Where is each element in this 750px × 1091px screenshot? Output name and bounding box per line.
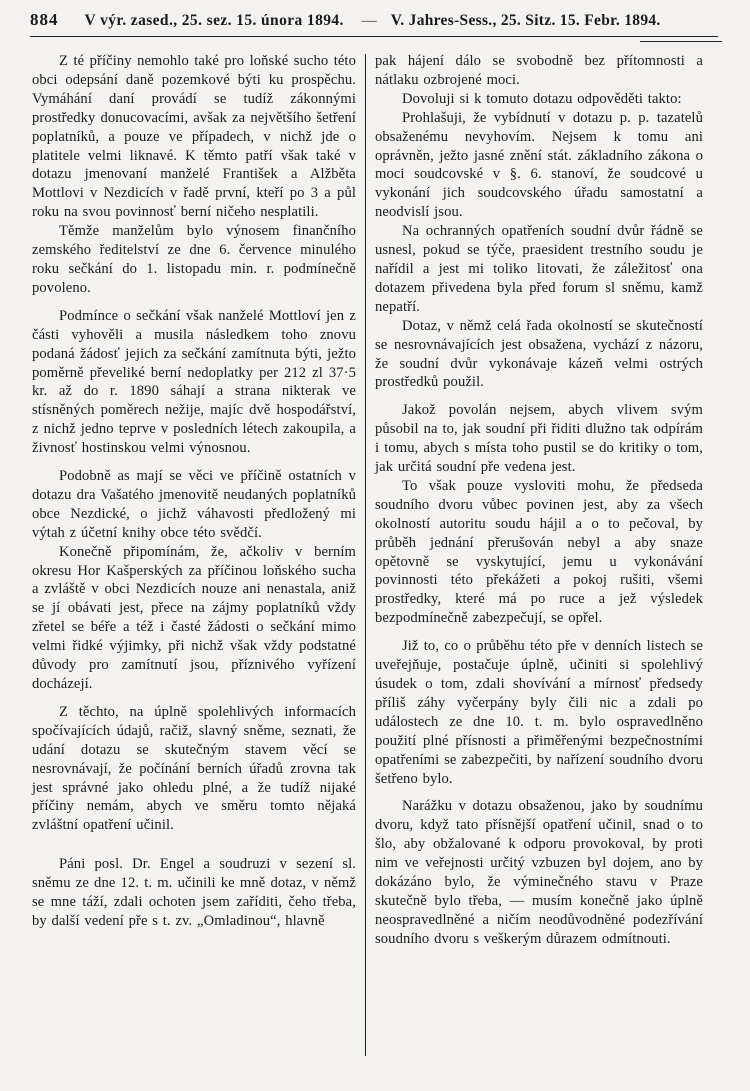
header-separator: — bbox=[361, 13, 377, 29]
right-column bbox=[366, 52, 705, 1072]
paragraph: Podobně as mají se věci ve příčině ostatních v dotazu dra Vašatého jmenovitě neudaných poplatníků obce Nezdické, o jichž váhavosti předložený mi výtah z účetní knihy obce této svědčí. bbox=[32, 468, 356, 541]
paragraph: Konečně připomínám, že, ačkoliv v berním okresu Hor Kašperských za příčinou loňského sucha a zvláště v obci Nezdicích nouze ani nenastala, aniž se jí obávati jest, přece na zájmy poplatníků vždy zřetel se béře a též i časté žádosti o sečkání mimo velmi řidké výjimky, při nichž však vždy podstatné důvody pro zamítnutí jsou, příznivého vyřízení docházejí. bbox=[32, 543, 356, 692]
paragraph: Páni posl. Dr. Engel a soudruzi v sezení sl. sněmu ze dne 12. t. m. učinili ke mně dotaz, v němž se mne táží, zdali ochoten jsem zaříditi, čeho třeba, by další vedení pře s t. zv. „Omladinou“, hlavně bbox=[32, 856, 356, 929]
paragraph: Již to, co o průběhu této pře v denních listech se uveřejňuje, postačuje úplně, učiniti si spolehlivý úsudek o tom, zdali shovívání a mírnosť předsedy příliš záhy vyčerpány byly čili nic a zdali po událostech ze dne 10. t. m. bylo ospravedlněno použití plné přísnosti a přiměřenými bezpečnostními opatřeními se zabezpečiti, by nařízení soudního dvoru šetřeno bylo. bbox=[375, 638, 703, 787]
header-rule bbox=[30, 36, 718, 37]
paragraph: Těmže manželům bylo výnosem finančního zemského ředitelství ze dne 6. července minulého roku sečkání do 1. listopadu min. r. podmínečně povoleno. bbox=[32, 223, 356, 296]
header-rule-short bbox=[640, 41, 722, 42]
page-header bbox=[26, 10, 726, 36]
paragraph: Podmínce o sečkání však nanželé Mottloví jen z části vyhověli a musila následkem toho znovu podaná žádosť jejich za sečkání zamítnuta býti, ježto poměrně převeliké berní nedoplatky per 212 zl 37·5 kr. až do r. 1890 sáhají a strana nikterak ve stísněných poměrech nežije, majíc dvě hospodářství, z nichž jedno teprve v posledních létech zakoupila, a živnosť hostinskou velmi výnosnou. bbox=[32, 307, 356, 457]
paragraph: Dovoluji si k tomuto dotazu odpověděti takto: bbox=[402, 90, 682, 107]
session-title-czech: V výr. zased., 25. sez. 15. února 1894. bbox=[84, 12, 344, 29]
left-column bbox=[26, 52, 365, 1072]
two-column-body bbox=[26, 52, 726, 1072]
paragraph: Narážku v dotazu obsaženou, jako by soudnímu dvoru, když tato přísnější opatření učinil, snad o to šlo, aby obžalované k odporu provokoval, by proti nim ve veřejnosti určitý vzbuzen byl dojem, ano by dokázáno bylo, že výminečného stavu v Praze skutečně bylo třeba, — musím konečně jako úplně neospravedlněné a ničím neodůvodněné podezřívání soudního dvoru s veškerým důrazem odmítnouti. bbox=[375, 798, 703, 947]
paragraph: Z té příčiny nemohlo také pro loňské sucho této obci odepsání daně pozemkové býti ku prospěchu. Vymáhání daní provádí se tudíž zákonnými prostředky donucovacími, avšak za největšího šetření poplatníků, a pouze ve případech, v nichž jde o platitele velmi liknavé. K těmto patří však také v dotazu jmenovaní manželé František a Alžběta Mottlovi v Nezdicích v řadě první, kteří po 3 a půl roku na svou povinnosť berní ničeho nesplatili. bbox=[32, 53, 356, 221]
paragraph: Jakož povolán nejsem, abych vlivem svým působil na to, jak soudní při řiditi dlužno tak odpírám i tomu, abych s místa toho pustil se do kritiky o tom, jak určitá soudní pře vedena jest. bbox=[375, 402, 703, 476]
paragraph: To však pouze vysloviti mohu, že předseda soudního dvoru vůbec povinen jest, aby za všech okolností autoritu soudu hájil a o to pečoval, by průběh jednání přerušován nebyl a aby snaze opětovně se vyskytující, jemu u vykonávání povinnosti této překážeti a pokoj rušiti, všemi prostředky, které má po ruce a jež výsledek bezpodmínečně zabezpečují, se opřel. bbox=[375, 477, 703, 627]
paragraph: Dotaz, v němž celá řada okolností se skutečností se nesrovnávajících jest obsažena, vychází z názoru, že soudní dvůr vykonávaje kázeň velmi ostrých prostředků použil. bbox=[375, 317, 703, 391]
paragraph: Prohlašuji, že vybídnutí v dotazu p. p. tazatelů obsaženému nevyhovím. Nejsem k tomu ani oprávněn, ježto jasné znění stát. základního zákona o moci soudcovské v §. 6. stanoví, že soudcové u vykonání jich soudcovského úřadu samostatní a neodvislí jsou. bbox=[375, 109, 703, 221]
paragraph: Na ochranných opatřeních soudní dvůr řádně se usnesl, pokud se týče, praesident trestního soudu je nařídil a jest mi toliko litovati, že záležitosť ona dotazem přivedena byla před forum sl sněmu, kamž nepatří. bbox=[375, 223, 703, 315]
paragraph: pak hájení dálo se svobodně bez přítomnosti a nátlaku ozbrojené moci. bbox=[375, 53, 703, 88]
paragraph: Z těchto, na úplně spolehlivých informacích spočívajících údajů, račiž, slavný sněme, seznati, že udání dotazu se skutečným stavem věcí se nesrovnávají, že počínání berních úřadů zrovna tak jest správné jako ohledu plné, a že tudíž nijaké příčiny nemám, abych ve směru tomto nějaká zvláštní opatření učinil. bbox=[32, 703, 356, 834]
page-number: 884 bbox=[30, 10, 59, 29]
session-title-german: V. Jahres-Sess., 25. Sitz. 15. Febr. 1894. bbox=[390, 12, 661, 29]
